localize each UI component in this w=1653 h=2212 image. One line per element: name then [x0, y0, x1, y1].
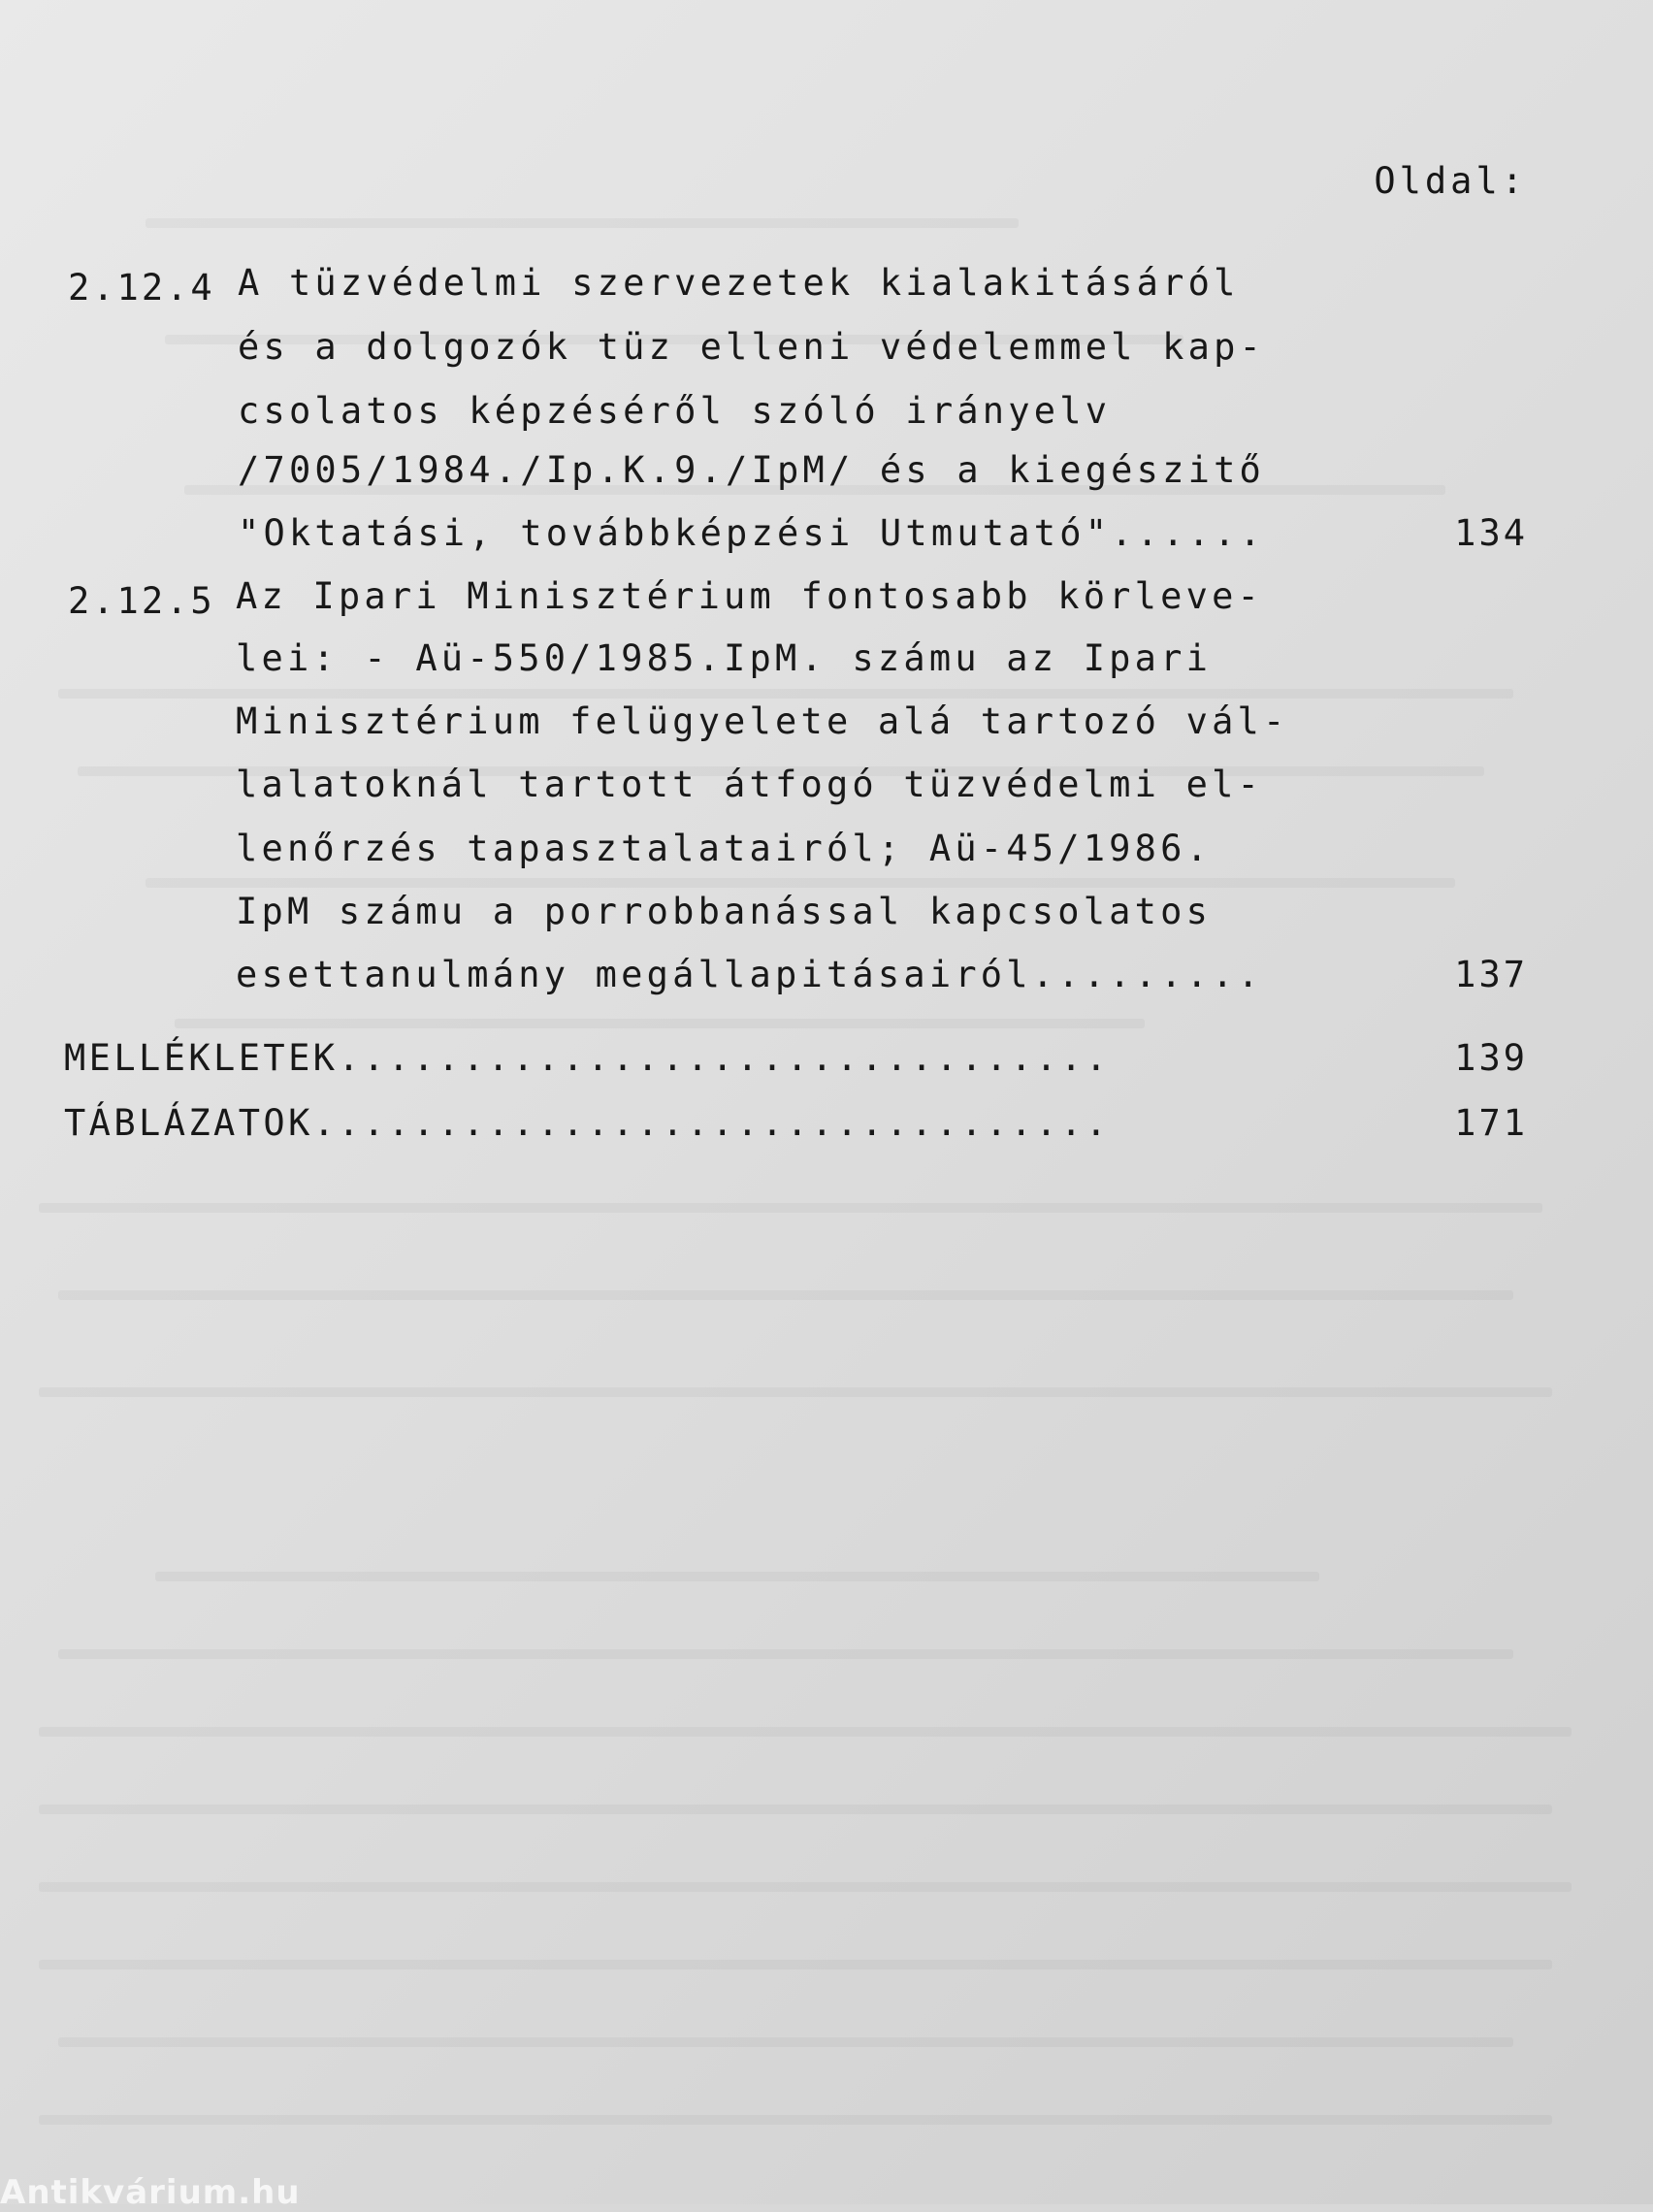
entry-number: 2.12.5	[68, 580, 215, 622]
entry-line: "Oktatási, továbbképzési Utmutató"......	[238, 512, 1266, 554]
entry-line: csolatos képzéséről szóló irányelv	[238, 390, 1112, 432]
section-label-tablazatok: TÁBLÁZATOK................................	[64, 1102, 1111, 1144]
entry-line: IpM számu a porrobbanással kapcsolatos	[236, 891, 1213, 932]
entry-line: /7005/1984./Ip.K.9./IpM/ és a kiegészitő	[238, 449, 1266, 491]
entry-page-number: 137	[1454, 954, 1528, 995]
entry-line: A tüzvédelmi szervezetek kialakitásáról	[238, 262, 1240, 304]
section-page-number: 139	[1454, 1037, 1528, 1079]
watermark: Antikvárium.hu	[0, 2173, 301, 2212]
section-page-number: 171	[1454, 1102, 1528, 1144]
entry-line: lei: - Aü-550/1985.IpM. számu az Ipari	[236, 637, 1213, 679]
entry-number: 2.12.4	[68, 267, 215, 309]
entry-line: Az Ipari Minisztérium fontosabb körleve-	[236, 575, 1264, 617]
entry-line: esettanulmány megállapitásairól.........	[236, 954, 1264, 995]
entry-line: lenőrzés tapasztalatairól; Aü-45/1986.	[236, 828, 1213, 869]
entry-line: és a dolgozók tüz elleni védelemmel kap-	[238, 326, 1266, 368]
entry-line: lalatoknál tartott átfogó tüzvédelmi el-	[236, 764, 1264, 805]
entry-line: Minisztérium felügyelete alá tartozó vál-	[236, 700, 1289, 742]
entry-page-number: 134	[1454, 512, 1528, 554]
section-label-mellekletek: MELLÉKLETEK...............................	[64, 1037, 1111, 1079]
page-column-label: Oldal:	[1374, 160, 1527, 202]
